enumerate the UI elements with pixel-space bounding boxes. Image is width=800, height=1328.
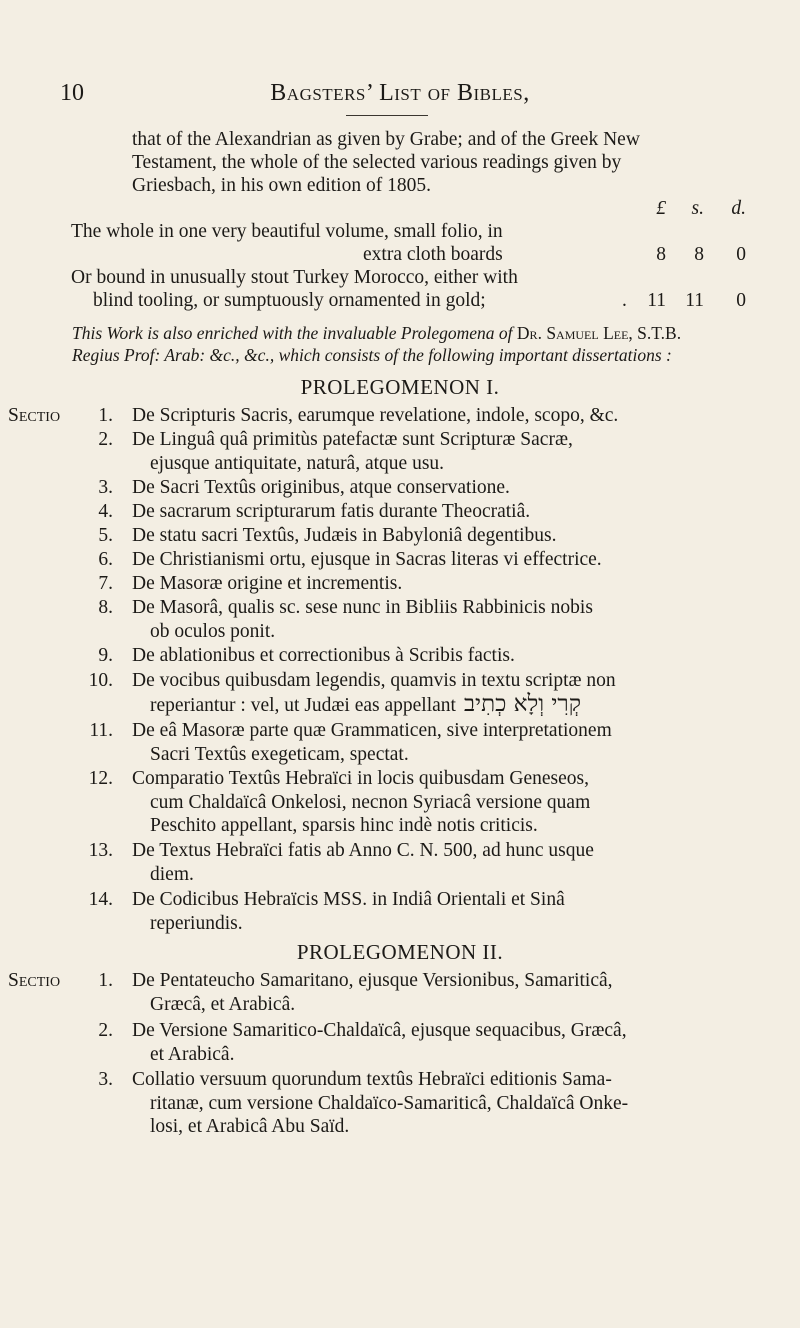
item-number: 6. (98, 549, 113, 570)
intro-line: Griesbach, in his own edition of 1805. (132, 175, 431, 196)
item-number: 14. (88, 889, 113, 910)
item-number: 9. (98, 645, 113, 666)
price-pounds: 11 (647, 290, 666, 311)
pounds-header: £ (656, 198, 666, 219)
item-line: De Pentateucho Samaritano, ejusque Versionibus, Samariticâ, (132, 970, 613, 991)
item-line: De Christianismi ortu, ejusque in Sacras literas vi effectrice. (132, 549, 602, 570)
item-line: De Linguâ quâ primitùs patefactæ sunt Scripturæ Sacræ, (132, 429, 573, 450)
price-leader: . (622, 290, 627, 311)
item-line: cum Chaldaïcâ Onkelosi, necnon Syriacâ versione quam (150, 791, 591, 813)
item-number: 10. (88, 670, 113, 691)
section-heading: PROLEGOMENON II. (296, 940, 504, 964)
item-line: De eâ Masoræ parte quæ Grammaticen, sive interpretationem (132, 720, 612, 741)
item-line: Comparatio Textûs Hebraïci in locis quibusdam Geneseos, (132, 768, 589, 789)
item-number: 2. (98, 1020, 113, 1041)
note-text: Regius Prof: Arab: &c., &c., which consists of the following important dissertations : (72, 345, 672, 365)
price-item (71, 220, 751, 266)
item-number: 12. (88, 768, 113, 789)
item-number: 8. (98, 597, 113, 618)
item-line: diem. (150, 863, 194, 885)
hebrew-phrase: קְרִי וְלָא כְתִיב (463, 690, 582, 717)
item-line: Græcâ, et Arabicâ. (150, 993, 296, 1015)
price-line: extra cloth boards (363, 244, 503, 265)
item-number: 3. (98, 1069, 113, 1090)
note-text: This Work is also enriched with the invaluable Prolegomena of (72, 323, 513, 343)
price-pence: 0 (736, 244, 746, 265)
price-item (71, 266, 751, 312)
intro-line: Testament, the whole of the selected various readings given by (132, 152, 622, 173)
item-number: 5. (98, 525, 113, 546)
item-line: De Sacri Textûs originibus, atque conservatione. (132, 477, 510, 498)
header-rule (346, 115, 428, 116)
item-line: Sacri Textûs exegeticam, spectat. (150, 743, 409, 765)
price-line: The whole in one very beautiful volume, small folio, in (71, 221, 503, 242)
item-line: De Masoræ origine et incrementis. (132, 573, 403, 594)
item-line: Peschito appellant, sparsis hinc indè notis criticis. (150, 815, 538, 836)
item-line: reperiundis. (150, 912, 243, 934)
item-line: De Codicibus Hebraïcis MSS. in Indiâ Orientali et Sinâ (132, 889, 565, 910)
item-line: De Masorâ, qualis sc. sese nunc in Bibliis Rabbinicis nobis (132, 597, 593, 618)
item-line: reperiantur : vel, ut Judæi eas appellant (150, 694, 456, 716)
note-author: Dr. Samuel Lee, S.T.B. (516, 323, 682, 343)
item-line: losi, et Arabicâ Abu Saïd. (150, 1116, 350, 1137)
intro-line: that of the Alexandrian as given by Grabe; and of the Greek New (132, 129, 640, 150)
item-line: De Scripturis Sacris, earumque revelatione, indole, scopo, &c. (132, 405, 619, 426)
item-line: ejusque antiquitate, naturâ, atque usu. (150, 452, 445, 474)
pence-header: d. (731, 198, 746, 219)
item-line: ritanæ, cum versione Chaldaïco-Samariticâ, Chaldaïcâ Onke- (150, 1092, 629, 1114)
section-heading: PROLEGOMENON I. (300, 375, 500, 399)
item-line: De Versione Samaritico-Chaldaïcâ, ejusque sequacibus, Græcâ, (132, 1020, 627, 1041)
running-title: Bagsters’ List of Bibles, (270, 80, 530, 106)
item-number: 3. (98, 477, 113, 498)
item-line: ob oculos ponit. (150, 620, 276, 642)
price-shillings: 8 (694, 244, 704, 265)
intro-paragraph (132, 128, 744, 197)
item-number: 2. (98, 429, 113, 450)
price-pounds: 8 (656, 244, 666, 265)
item-number: 13. (88, 840, 113, 861)
item-line: Collatio versuum quorundum textûs Hebraïci editionis Sama- (132, 1069, 612, 1090)
item-number: 11. (89, 720, 113, 741)
item-line: De sacrarum scripturarum fatis durante Theocratiâ. (132, 501, 531, 522)
item-number: 4. (98, 501, 113, 522)
price-pence: 0 (736, 290, 746, 311)
item-line: De vocibus quibusdam legendis, quamvis in textu scriptæ non (132, 670, 616, 691)
price-line: Or bound in unusually stout Turkey Morocco, either with (71, 267, 518, 288)
running-head (0, 80, 800, 110)
item-number: 7. (98, 573, 113, 594)
prolegomena-note (72, 322, 772, 366)
sectio-label: Sectio (8, 405, 61, 426)
item-number: 1. (98, 970, 113, 991)
shillings-header: s. (691, 198, 704, 219)
price-line: blind tooling, or sumptuously ornamented in gold; (93, 290, 486, 311)
item-line: De statu sacri Textûs, Judæis in Babyloniâ degentibus. (132, 525, 557, 546)
item-line: De Textus Hebraïci fatis ab Anno C. N. 500, ad hunc usque (132, 840, 594, 861)
price-shillings: 11 (685, 290, 704, 311)
item-number: 1. (98, 405, 113, 426)
item-line: et Arabicâ. (150, 1043, 235, 1065)
item-line: De ablationibus et correctionibus à Scribis factis. (132, 645, 515, 666)
page-number: 10 (60, 80, 84, 106)
sectio-label: Sectio (8, 970, 61, 991)
